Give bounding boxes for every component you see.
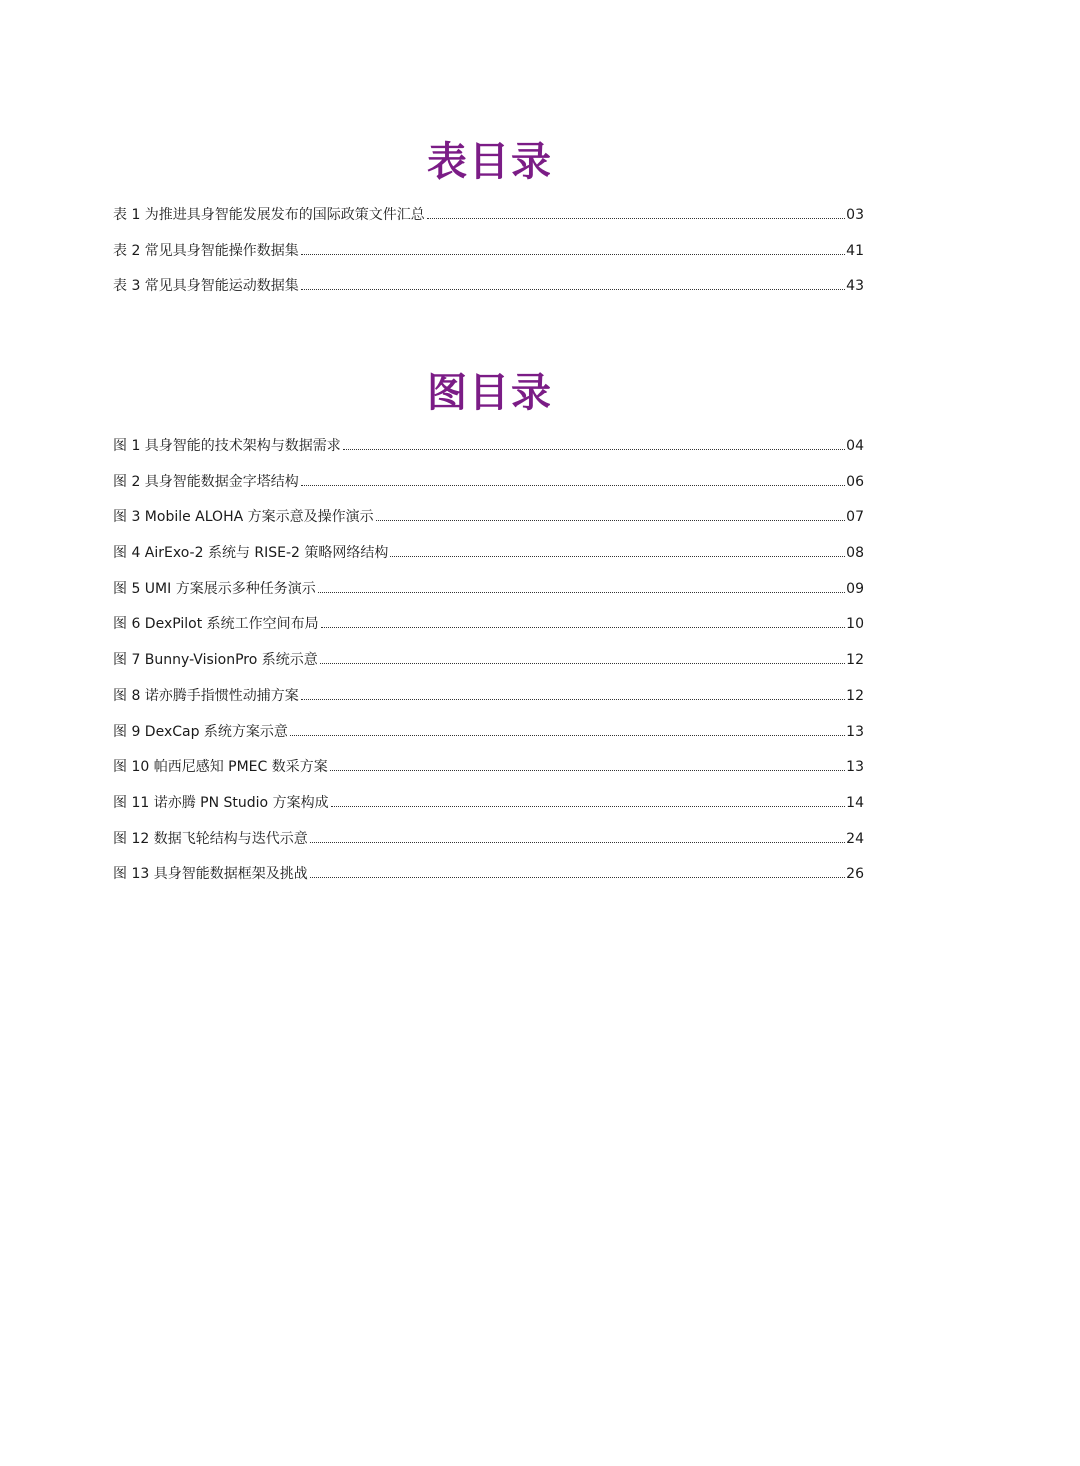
figure-entry-label: 图 11 诺亦腾 PN Studio 方案构成 bbox=[113, 794, 329, 811]
figure-entry[interactable] bbox=[113, 507, 864, 543]
table-entry-label: 表 1 为推进具身智能发展发布的国际政策文件汇总 bbox=[113, 207, 425, 223]
tables-list bbox=[113, 205, 864, 312]
dot-leader bbox=[301, 254, 845, 255]
figure-entry[interactable] bbox=[113, 543, 864, 579]
dot-leader bbox=[376, 520, 846, 521]
figures-list bbox=[113, 436, 864, 900]
figure-entry[interactable] bbox=[113, 722, 864, 758]
dot-leader bbox=[301, 699, 845, 700]
figure-entry-page-number: 12 bbox=[846, 652, 864, 669]
dot-leader bbox=[343, 449, 845, 450]
figure-entry-label: 图 2 具身智能数据金字塔结构 bbox=[113, 473, 299, 490]
figure-entry-page-number: 08 bbox=[846, 545, 864, 562]
dot-leader bbox=[320, 663, 845, 664]
figure-entry-label: 图 7 Bunny-VisionPro 系统示意 bbox=[113, 652, 318, 669]
dot-leader bbox=[318, 592, 845, 593]
figure-entry-page-number: 10 bbox=[846, 616, 864, 633]
dot-leader bbox=[331, 806, 846, 807]
figure-entry-label: 图 5 UMI 方案展示多种任务演示 bbox=[113, 580, 316, 597]
figure-entry-page-number: 12 bbox=[846, 687, 864, 704]
figure-entry-label: 图 3 Mobile ALOHA 方案示意及操作演示 bbox=[113, 509, 374, 526]
tables-section-title: 表目录 bbox=[427, 139, 553, 185]
figure-entry[interactable] bbox=[113, 579, 864, 615]
figure-entry[interactable] bbox=[113, 864, 864, 900]
table-entry[interactable] bbox=[113, 241, 864, 277]
dot-leader bbox=[301, 289, 845, 290]
dot-leader bbox=[427, 218, 845, 219]
dot-leader bbox=[290, 735, 845, 736]
dot-leader bbox=[321, 627, 846, 628]
dot-leader bbox=[390, 556, 845, 557]
figure-entry-page-number: 26 bbox=[846, 866, 864, 883]
figure-entry[interactable] bbox=[113, 436, 864, 472]
figure-entry-page-number: 13 bbox=[846, 759, 864, 776]
table-entry-label: 表 3 常见具身智能运动数据集 bbox=[113, 278, 299, 295]
figure-entry-page-number: 06 bbox=[846, 473, 864, 490]
figure-entry[interactable] bbox=[113, 472, 864, 508]
figure-entry-page-number: 09 bbox=[846, 580, 864, 597]
figure-entry[interactable] bbox=[113, 757, 864, 793]
figure-entry[interactable] bbox=[113, 614, 864, 650]
dot-leader bbox=[301, 485, 845, 486]
figure-entry-label: 图 6 DexPilot 系统工作空间布局 bbox=[113, 616, 319, 633]
dot-leader bbox=[310, 842, 845, 843]
figure-entry-label: 图 8 诺亦腾手指惯性动捕方案 bbox=[113, 687, 299, 704]
figure-entry-label: 图 1 具身智能的技术架构与数据需求 bbox=[113, 438, 341, 454]
figure-entry-page-number: 07 bbox=[846, 509, 864, 526]
figure-entry-page-number: 04 bbox=[846, 438, 864, 454]
figures-section-title: 图目录 bbox=[427, 370, 553, 416]
figure-entry[interactable] bbox=[113, 650, 864, 686]
dot-leader bbox=[310, 877, 845, 878]
figure-entry[interactable] bbox=[113, 793, 864, 829]
table-entry-page-number: 43 bbox=[846, 278, 864, 295]
figure-entry-label: 图 12 数据飞轮结构与迭代示意 bbox=[113, 830, 308, 847]
figure-entry-page-number: 13 bbox=[846, 723, 864, 740]
figure-entry-page-number: 14 bbox=[846, 794, 864, 811]
figure-entry-label: 图 13 具身智能数据框架及挑战 bbox=[113, 866, 308, 883]
figure-entry-label: 图 9 DexCap 系统方案示意 bbox=[113, 723, 288, 740]
figure-entry-label: 图 4 AirExo-2 系统与 RISE-2 策略网络结构 bbox=[113, 545, 389, 562]
dot-leader bbox=[330, 770, 845, 771]
table-entry[interactable] bbox=[113, 276, 864, 312]
figure-entry[interactable] bbox=[113, 686, 864, 722]
table-entry[interactable] bbox=[113, 205, 864, 241]
figure-entry-label: 图 10 帕西尼感知 PMEC 数采方案 bbox=[113, 759, 328, 776]
table-entry-label: 表 2 常见具身智能操作数据集 bbox=[113, 242, 299, 259]
figure-entry[interactable] bbox=[113, 829, 864, 865]
table-entry-page-number: 41 bbox=[846, 242, 864, 259]
table-entry-page-number: 03 bbox=[846, 207, 864, 223]
figure-entry-page-number: 24 bbox=[846, 830, 864, 847]
